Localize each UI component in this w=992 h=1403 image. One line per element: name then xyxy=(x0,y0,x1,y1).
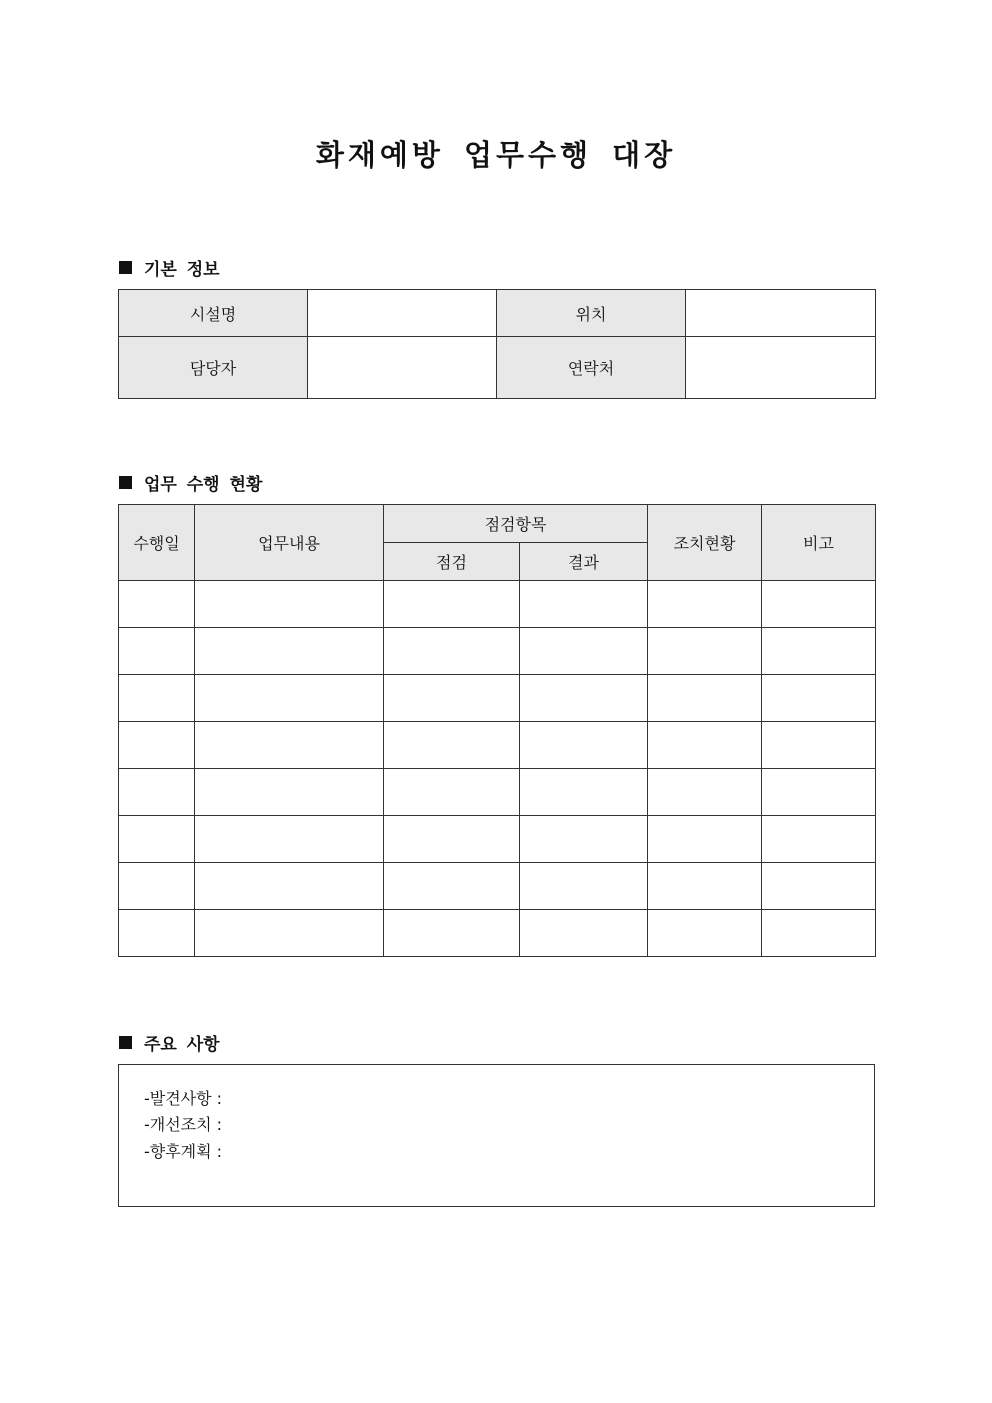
table-row xyxy=(119,722,876,769)
square-bullet-icon xyxy=(119,1036,132,1049)
section-heading-notes xyxy=(119,1030,220,1055)
table-cell[interactable] xyxy=(195,722,384,769)
table-cell[interactable] xyxy=(119,628,195,675)
table-cell[interactable] xyxy=(119,910,195,957)
header-action: 조치현황 xyxy=(648,505,762,581)
table-cell[interactable] xyxy=(520,863,648,910)
table-cell[interactable] xyxy=(119,816,195,863)
table-cell[interactable] xyxy=(520,675,648,722)
square-bullet-icon xyxy=(119,476,132,489)
square-bullet-icon xyxy=(119,261,132,274)
table-cell[interactable] xyxy=(648,722,762,769)
table-cell[interactable] xyxy=(119,581,195,628)
table-cell[interactable] xyxy=(195,910,384,957)
table-cell[interactable] xyxy=(384,769,520,816)
table-cell[interactable] xyxy=(762,628,876,675)
location-label: 위치 xyxy=(497,290,686,337)
table-row xyxy=(119,628,876,675)
table-cell[interactable] xyxy=(648,816,762,863)
table-cell[interactable] xyxy=(520,769,648,816)
table-cell[interactable] xyxy=(762,722,876,769)
facility-label: 시설명 xyxy=(119,290,308,337)
table-cell[interactable] xyxy=(119,863,195,910)
future-plans-line: -향후계획 : xyxy=(144,1142,223,1161)
table-cell[interactable] xyxy=(384,581,520,628)
table-cell[interactable] xyxy=(195,675,384,722)
table-cell[interactable] xyxy=(648,581,762,628)
findings-line: -발견사항 : xyxy=(144,1089,223,1108)
table-cell[interactable] xyxy=(384,910,520,957)
header-content: 업무내용 xyxy=(195,505,384,581)
table-cell[interactable] xyxy=(119,722,195,769)
table-cell[interactable] xyxy=(119,675,195,722)
table-cell[interactable] xyxy=(520,628,648,675)
table-cell[interactable] xyxy=(762,769,876,816)
header-check: 점검 xyxy=(384,543,520,581)
basic-info-table xyxy=(118,289,876,399)
table-cell[interactable] xyxy=(384,816,520,863)
manager-label: 담당자 xyxy=(119,337,308,399)
table-row xyxy=(119,581,876,628)
header-check-items: 점검항목 xyxy=(384,505,648,543)
notes-box[interactable] xyxy=(118,1064,875,1207)
header-remarks: 비고 xyxy=(762,505,876,581)
table-cell[interactable] xyxy=(762,910,876,957)
table-cell[interactable] xyxy=(648,863,762,910)
table-row xyxy=(119,675,876,722)
table-cell[interactable] xyxy=(762,581,876,628)
section-heading-label: 주요 사항 xyxy=(144,1035,220,1055)
manager-field[interactable] xyxy=(308,337,497,399)
section-heading-label: 기본 정보 xyxy=(144,260,220,280)
table-cell[interactable] xyxy=(384,675,520,722)
table-cell[interactable] xyxy=(648,769,762,816)
section-heading-label: 업무 수행 현황 xyxy=(144,475,263,495)
table-cell[interactable] xyxy=(648,910,762,957)
header-result: 결과 xyxy=(520,543,648,581)
table-cell[interactable] xyxy=(195,816,384,863)
table-row xyxy=(119,769,876,816)
table-cell[interactable] xyxy=(119,769,195,816)
table-cell[interactable] xyxy=(195,863,384,910)
table-cell[interactable] xyxy=(762,675,876,722)
table-cell[interactable] xyxy=(384,722,520,769)
table-cell[interactable] xyxy=(195,769,384,816)
page-title: 화재예방 업무수행 대장 xyxy=(315,138,677,172)
table-row xyxy=(119,863,876,910)
header-date: 수행일 xyxy=(119,505,195,581)
improvements-line: -개선조치 : xyxy=(144,1115,223,1134)
table-cell[interactable] xyxy=(648,675,762,722)
table-cell[interactable] xyxy=(384,628,520,675)
facility-field[interactable] xyxy=(308,290,497,337)
contact-label: 연락처 xyxy=(497,337,686,399)
section-heading-work-status xyxy=(119,470,262,495)
section-heading-basic-info xyxy=(119,255,220,280)
table-cell[interactable] xyxy=(520,816,648,863)
table-cell[interactable] xyxy=(648,628,762,675)
table-cell[interactable] xyxy=(762,863,876,910)
table-row xyxy=(119,910,876,957)
location-field[interactable] xyxy=(686,290,876,337)
table-cell[interactable] xyxy=(384,863,520,910)
table-cell[interactable] xyxy=(762,816,876,863)
table-cell[interactable] xyxy=(195,581,384,628)
work-status-table xyxy=(118,504,876,957)
table-cell[interactable] xyxy=(520,581,648,628)
table-cell[interactable] xyxy=(520,722,648,769)
contact-field[interactable] xyxy=(686,337,876,399)
table-row xyxy=(119,816,876,863)
table-cell[interactable] xyxy=(195,628,384,675)
table-cell[interactable] xyxy=(520,910,648,957)
